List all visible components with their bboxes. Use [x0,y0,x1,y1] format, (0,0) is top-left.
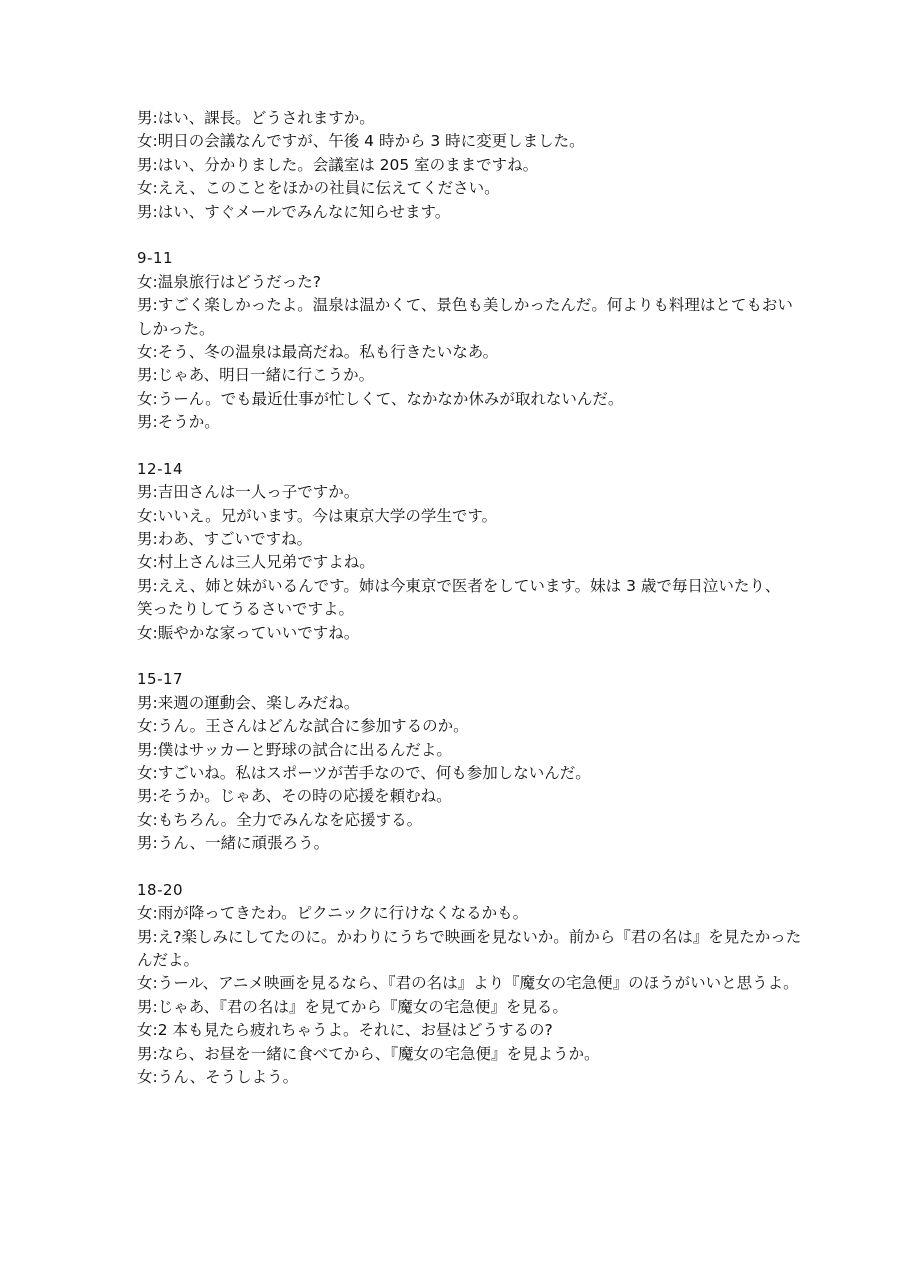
dialogue-line: んだよ。 [137,951,200,970]
dialogue-line: 女:いいえ。兄がいます。今は東京大学の学生です。 [137,506,498,525]
dialogue-line: 女:2 本も見たら疲れちゃうよ。それに、お昼はどうするの? [137,1021,553,1040]
dialogue-line: 男:じゃあ、明日一緒に行こうか。 [137,366,375,385]
dialogue-section [137,247,797,434]
dialogue-line: 男:吉田さんは一人っ子ですか。 [137,483,360,502]
dialogue-line: しかった。 [137,319,215,338]
dialogue-line: 男:僕はサッカーと野球の試合に出るんだよ。 [137,740,452,759]
question-range-heading: 15-17 [137,670,184,689]
dialogue-line: 女:賑やかな家っていいですね。 [137,623,360,642]
dialogue-line: 男:はい、課長。どうされますか。 [137,109,375,127]
dialogue-section [137,458,797,645]
dialogue-line: 男:うん、一緒に頑張ろう。 [137,834,330,853]
dialogue-line: 女:村上さんは三人兄弟ですよね。 [137,553,375,572]
transcript-page [137,107,802,1089]
dialogue-line: 女:すごいね。私はスポーツが苦手なので、何も参加しないんだ。 [137,763,591,782]
dialogue-section [137,668,797,855]
dialogue-line: 女:温泉旅行はどうだった? [137,272,321,291]
dialogue-line: 男:そうか。 [137,413,220,432]
dialogue-line: 女:うん、そうしよう。 [137,1068,299,1087]
dialogue-line: 女:もちろん。全力でみんなを応援する。 [137,810,423,829]
dialogue-line: 男:え?楽しみにしてたのに。かわりにうちで映画を見ないか。前から『君の名は』を見たかった [137,927,802,946]
question-range-heading: 12-14 [137,459,184,478]
dialogue-line: 男:来週の運動会、楽しみだね。 [137,693,360,712]
dialogue-line: 笑ったりしてうるさいですよ。 [137,600,355,619]
question-range-heading: 9-11 [137,249,174,268]
dialogue-line: 女:明日の会議なんですが、午後 4 時から 3 時に変更しました。 [137,132,585,151]
dialogue-line: 女:そう、冬の温泉は最高だね。私も行きたいなあ。 [137,342,499,361]
dialogue-line: 男:じゃあ、『君の名は』を見てから『魔女の宅急便』を見る。 [137,997,568,1016]
dialogue-line: 男:はい、分かりました。会議室は 205 室のままですね。 [137,155,539,174]
dialogue-line: 男:ええ、姉と妹がいるんです。姉は今東京で医者をしています。妹は 3 歳で毎日泣いたり、 [137,576,781,595]
dialogue-line: 男:わあ、すごいですね。 [137,530,313,549]
dialogue-line: 男:なら、お昼を一緒に食べてから、『魔女の宅急便』を見ようか。 [137,1044,600,1063]
dialogue-line: 女:雨が降ってきたわ。ピクニックに行けなくなるかも。 [137,904,529,923]
dialogue-line: 女:うール、アニメ映画を見るなら、『君の名は』より『魔女の宅急便』のほうがいいと思うよ。 [137,974,799,993]
dialogue-line: 女:うん。王さんはどんな試合に参加するのか。 [137,717,469,736]
dialogue-line: 女:うーん。でも最近仕事が忙しくて、なかなか休みが取れないんだ。 [137,389,624,408]
dialogue-section [137,879,802,1090]
question-range-heading: 18-20 [137,880,184,899]
dialogue-line: 男:そうか。じゃあ、その時の応援を頼むね。 [137,787,452,806]
dialogue-line: 男:すごく楽しかったよ。温泉は温かくて、景色も美しかったんだ。何よりも料理はとてもおい [137,296,793,315]
dialogue-line: 女:ええ、このことをほかの社員に伝えてください。 [137,179,500,198]
dialogue-section [137,107,797,224]
dialogue-line: 男:はい、すぐメールでみんなに知らせます。 [137,202,451,221]
